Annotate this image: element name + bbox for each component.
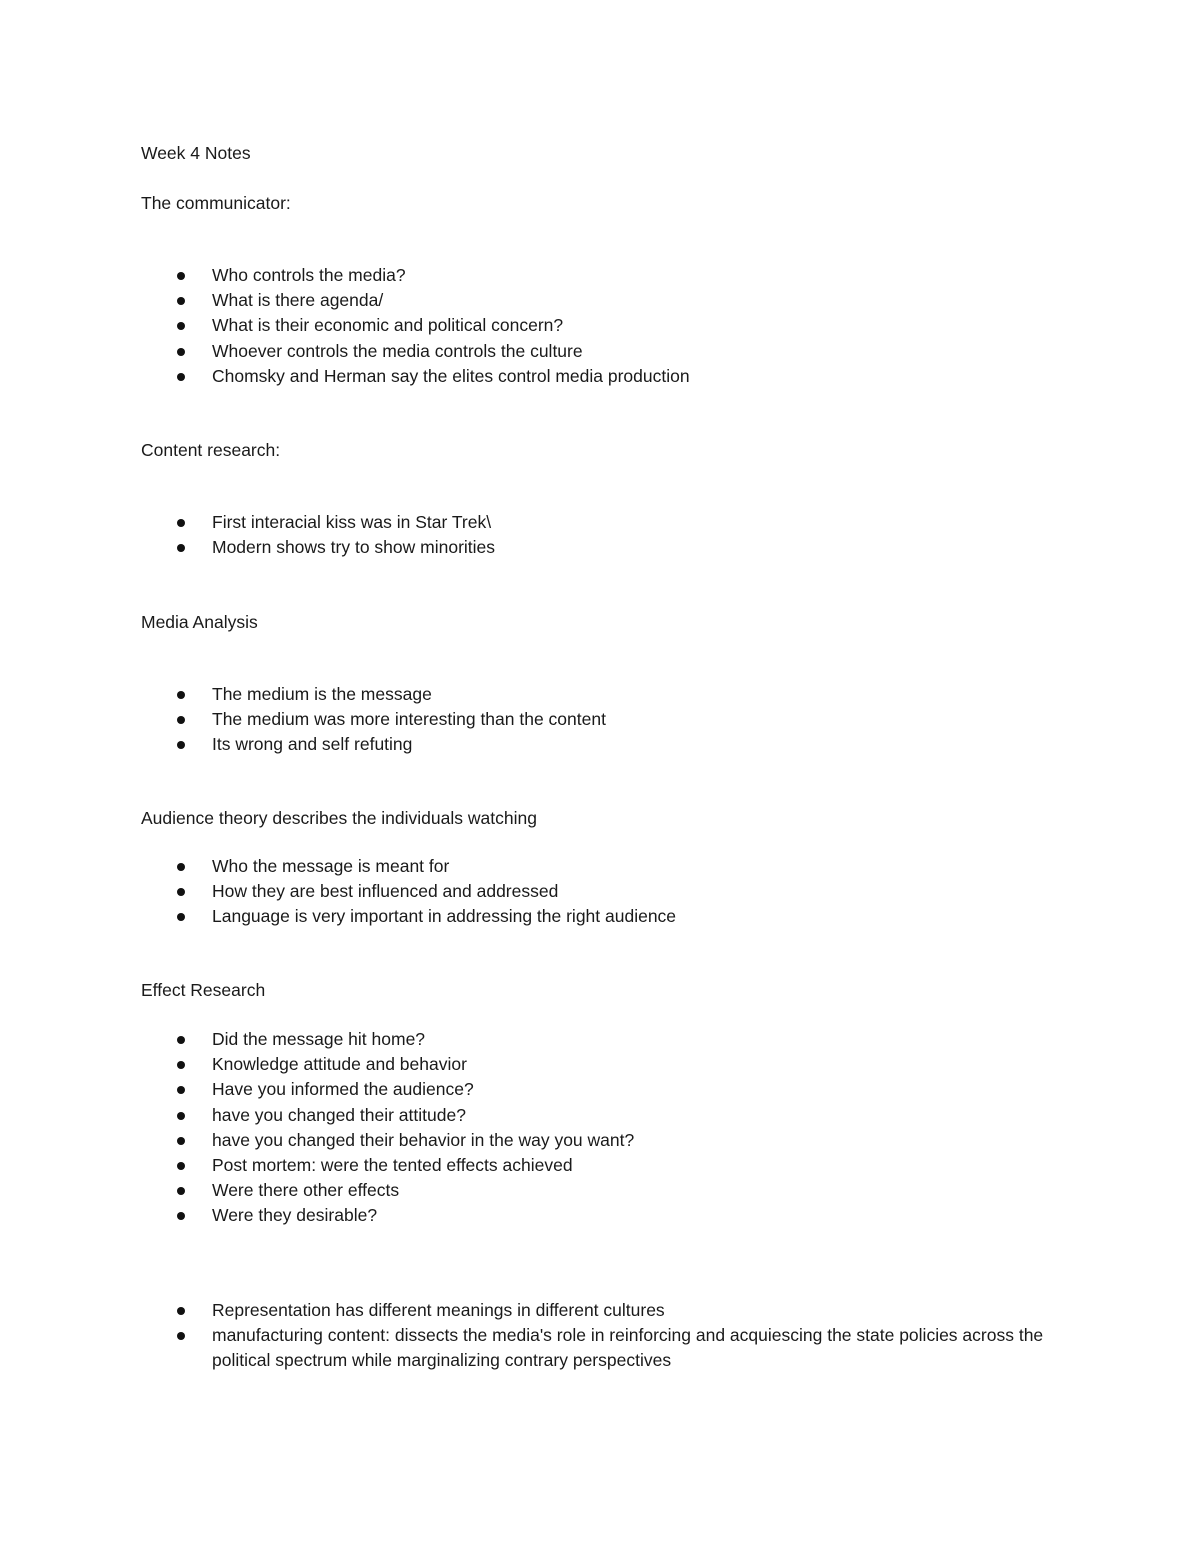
communicator-list [0, 263, 1072, 389]
bullet-icon [177, 373, 185, 381]
bullet-icon [177, 1036, 185, 1044]
bullet-icon [177, 913, 185, 921]
list-item: Knowledge attitude and behavior [0, 1052, 1072, 1077]
audience-theory-list [0, 854, 1072, 930]
document-title: Week 4 Notes [141, 143, 251, 163]
bullet-icon [177, 1187, 185, 1195]
list-item: have you changed their attitude? [0, 1103, 1072, 1128]
section-heading-effect-research: Effect Research [141, 980, 266, 1000]
bullet-icon [177, 1086, 185, 1094]
list-item: Did the message hit home? [0, 1027, 1072, 1052]
list-item: Its wrong and self refuting [0, 732, 1072, 757]
bullet-icon [177, 519, 185, 527]
bullet-icon [177, 544, 185, 552]
bullet-icon [177, 1307, 185, 1315]
section-heading-media-analysis: Media Analysis [141, 612, 258, 632]
bullet-icon [177, 1332, 185, 1340]
list-item: What is there agenda/ [0, 288, 1072, 313]
bullet-icon [177, 297, 185, 305]
section-heading-communicator: The communicator: [141, 193, 291, 213]
effect-research-list [0, 1027, 1072, 1229]
list-item: The medium is the message [0, 682, 1072, 707]
list-item: Were there other effects [0, 1178, 1072, 1203]
list-item: manufacturing content: dissects the media's role in reinforcing and acquiescing the state policies across the political spectrum while marginalizing contrary perspectives [0, 1323, 1072, 1373]
list-item: Post mortem: were the tented effects achieved [0, 1153, 1072, 1178]
bullet-icon [177, 348, 185, 356]
bullet-icon [177, 1212, 185, 1220]
bullet-icon [177, 1112, 185, 1120]
list-item: Language is very important in addressing the right audience [0, 904, 1072, 929]
bullet-icon [177, 716, 185, 724]
list-item: The medium was more interesting than the content [0, 707, 1072, 732]
list-item: How they are best influenced and addressed [0, 879, 1072, 904]
list-item: Who the message is meant for [0, 854, 1072, 879]
bullet-icon [177, 888, 185, 896]
bullet-icon [177, 272, 185, 280]
bullet-icon [177, 1061, 185, 1069]
list-item: Chomsky and Herman say the elites control media production [0, 364, 1072, 389]
list-item: have you changed their behavior in the way you want? [0, 1128, 1072, 1153]
list-item: Were they desirable? [0, 1203, 1072, 1228]
list-item: Representation has different meanings in different cultures [0, 1298, 1072, 1323]
content-research-list [0, 510, 1072, 560]
list-item: Have you informed the audience? [0, 1077, 1072, 1102]
section-heading-content-research: Content research: [141, 440, 281, 460]
list-item: Who controls the media? [0, 263, 1072, 288]
section-heading-audience-theory: Audience theory describes the individuals watching [141, 808, 537, 828]
media-analysis-list [0, 682, 1072, 758]
bullet-icon [177, 1137, 185, 1145]
list-item: Modern shows try to show minorities [0, 535, 1072, 560]
closing-list [0, 1298, 1072, 1374]
bullet-icon [177, 691, 185, 699]
list-item: What is their economic and political concern? [0, 313, 1072, 338]
list-item: First interacial kiss was in Star Trek\ [0, 510, 1072, 535]
list-item: Whoever controls the media controls the culture [0, 339, 1072, 364]
bullet-icon [177, 1162, 185, 1170]
bullet-icon [177, 322, 185, 330]
bullet-icon [177, 741, 185, 749]
bullet-icon [177, 863, 185, 871]
